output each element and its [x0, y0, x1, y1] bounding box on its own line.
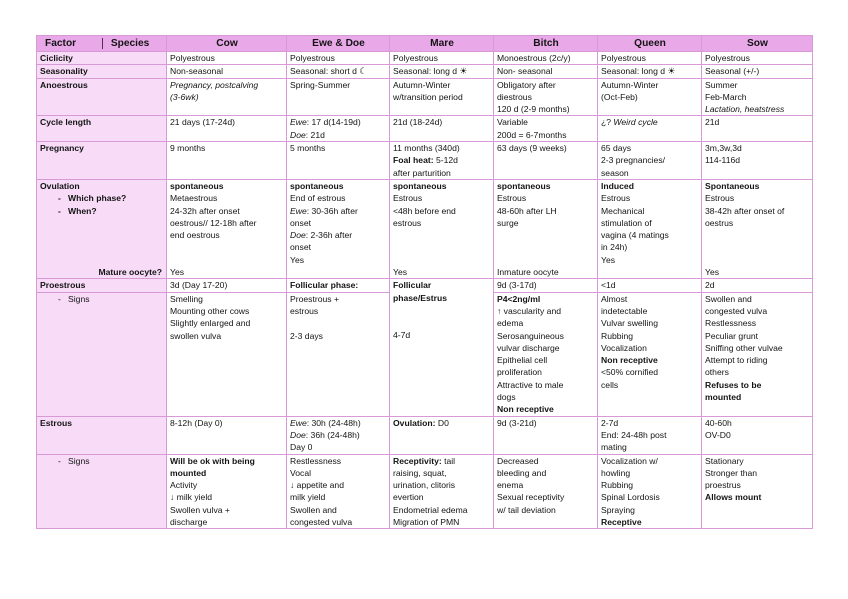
moon-icon: ☾ [359, 66, 368, 77]
cell-line: mounted [170, 467, 207, 478]
cell [390, 454, 494, 529]
cell-line: 48-60h after LH [497, 205, 557, 216]
doe-label: Doe [290, 129, 306, 140]
cell-line: oestrus [705, 217, 734, 228]
cell-line: after parturition [393, 167, 451, 178]
cell-line: Stationary [705, 455, 744, 466]
cell-line: Variable [497, 117, 528, 128]
cell-line: Lactation, heatstress [705, 104, 785, 115]
cell [287, 179, 390, 278]
cell [390, 78, 494, 116]
cell-line: w/transition period [393, 91, 463, 102]
doe-label: Doe [290, 230, 306, 241]
cell-line: 2-3 pregnancies/ [601, 155, 666, 166]
cell-line: 2-7d [601, 417, 619, 428]
sun-icon: ☀ [667, 66, 676, 77]
cell-line: Decreased [497, 455, 539, 466]
cell-line: 24-32h after onset [170, 205, 240, 216]
cell: Monoestrous (2c/y) [494, 52, 598, 65]
cell [287, 454, 390, 529]
cell-line: Almost [601, 293, 628, 304]
cell-line: edema [497, 318, 524, 329]
cell-line: Restlessness [705, 318, 757, 329]
cell-line: others [705, 367, 729, 378]
cell-line: swollen vulva [170, 330, 222, 341]
row-anoestrous [37, 78, 813, 116]
comparison-table-sheet [36, 35, 813, 529]
cell-line: Endometrial edema [393, 504, 468, 515]
cell-line: 114-116d [705, 155, 741, 166]
cell [702, 454, 813, 529]
cell-line: Yes [393, 267, 408, 278]
cell-line: Migration of PMN [393, 516, 460, 527]
cell-line [290, 417, 387, 429]
cell-line: Sniffing other vulvae [705, 342, 783, 353]
cell [598, 454, 702, 529]
cell-line: Autumn-Winter [393, 79, 451, 90]
cell [494, 454, 598, 529]
cell-line: Swollen and [290, 504, 337, 515]
cell [390, 65, 494, 78]
cell-line: ↑ vascularity and [497, 305, 562, 316]
ewe-doe-header: Ewe & Doe [287, 36, 390, 52]
cell-line: OV-D0 [705, 429, 731, 440]
signs-label: - Signs [58, 455, 90, 466]
cell [702, 416, 813, 454]
cell-text: ¿? [601, 117, 612, 128]
cell-line: Restlessness [290, 455, 342, 466]
cell-line: bleeding and [497, 467, 547, 478]
cell: 9d (3-17d) [494, 279, 598, 292]
cell: 9 months [167, 142, 287, 180]
cell-line [393, 455, 491, 467]
cell-line: cells [601, 379, 619, 390]
row-estrous-signs [37, 454, 813, 529]
cell: Seasonal (+/-) [702, 65, 813, 78]
cell-line: indetectable [601, 305, 648, 316]
cell: 3d (Day 17-20) [167, 279, 287, 292]
cell-line: Mounting other cows [170, 305, 250, 316]
cell-line: onset [290, 217, 312, 228]
doe-value: : 21d [305, 129, 325, 140]
cell-line: Will be ok with being [170, 455, 255, 466]
cell-line: Pregnancy, postcalving [170, 79, 259, 90]
cell: 8-12h (Day 0) [167, 416, 287, 454]
cell-line: congested vulva [705, 305, 768, 316]
cell-line: 40-60h [705, 417, 732, 428]
cell-line: onset [290, 242, 312, 253]
cell-line: Swollen vulva + [170, 504, 230, 515]
cell-line [290, 116, 387, 128]
cell-line: diestrous [497, 91, 532, 102]
cell-line: 120 d (2-9 months) [497, 104, 570, 115]
sun-icon: ☀ [459, 66, 468, 77]
cell [598, 65, 702, 78]
cell-line: Activity [170, 480, 198, 491]
cell [598, 416, 702, 454]
cell-line: ↓ appetite and [290, 480, 344, 491]
cell: Polyestrous [702, 52, 813, 65]
cell [390, 142, 494, 180]
cell-line: Induced [601, 180, 634, 191]
cell [390, 179, 494, 278]
cell-line: End: 24-48h post [601, 429, 667, 440]
cell-line: 11 months (340d) [393, 143, 460, 154]
cell-line: raising, squat, [393, 467, 447, 478]
cell-line: end oestrous [170, 230, 220, 241]
cell-line: Proestrous + [290, 293, 339, 304]
cell-line: evertion [393, 492, 424, 503]
cell-line [393, 154, 491, 166]
cell [702, 179, 813, 278]
cell-line: P4<2ng/ml [497, 293, 541, 304]
bitch-header: Bitch [494, 36, 598, 52]
cell-line: Estrous [497, 193, 527, 204]
cell-line: Slightly enlarged and [170, 318, 251, 329]
ovulation-label: Ovulation [40, 180, 80, 191]
cell-line: Feb-March [705, 91, 747, 102]
cell [167, 78, 287, 116]
row-label: Estrous [37, 416, 167, 454]
cell: Polyestrous [167, 52, 287, 65]
cow-header: Cow [167, 36, 287, 52]
cell-line: dogs [497, 392, 516, 403]
cell-line: Day 0 [290, 442, 313, 453]
cell-line: Refuses to be [705, 379, 762, 390]
cell: Follicular phase: [287, 279, 390, 292]
factor-species-header [37, 36, 167, 52]
row-label: Anoestrous [37, 78, 167, 116]
cell: 5 months [287, 142, 390, 180]
row-proestrous [37, 279, 813, 292]
cell [287, 292, 390, 416]
cell-line: Vocalization w/ [601, 455, 658, 466]
cell-line: Rubbing [601, 480, 634, 491]
cell [598, 142, 702, 180]
cell-line: 2-3 days [290, 330, 323, 341]
ewe-value: : 17 d(14-19d) [306, 117, 361, 128]
cell-line: Non receptive [497, 404, 554, 415]
cell-line: 65 days [601, 143, 632, 154]
doe-value: : 36h (24-48h) [305, 429, 360, 440]
ewe-label: Ewe [290, 205, 307, 216]
cell [702, 292, 813, 416]
cell-line [290, 205, 387, 217]
cell-line: urination, clitoris [393, 480, 456, 491]
cell [598, 292, 702, 416]
cell-line: Autumn-Winter [601, 79, 659, 90]
cell: Polyestrous [390, 52, 494, 65]
cell [390, 279, 494, 416]
cell [598, 78, 702, 116]
row-ciclicity [37, 52, 813, 65]
row-label: Cycle length [37, 116, 167, 142]
cell-line: Vocalization [601, 342, 647, 353]
cell-line: Inmature oocyte [497, 267, 559, 278]
row-label: Ciclicity [37, 52, 167, 65]
cell-line: Yes [601, 254, 616, 265]
cell [167, 454, 287, 529]
cell-line: estrous [290, 305, 319, 316]
cell-line: oestrous// 12-18h after [170, 217, 257, 228]
cell-line: Yes [290, 254, 305, 265]
cell [494, 116, 598, 142]
cell [167, 292, 287, 416]
cell: Polyestrous [287, 52, 390, 65]
row-label [37, 179, 167, 278]
cell-line: Spontaneous [705, 180, 760, 191]
cell-line: spontaneous [170, 180, 224, 191]
cell: <1d [598, 279, 702, 292]
cell-line: Receptive [601, 516, 642, 527]
ewe-label: Ewe [290, 117, 307, 128]
cell-line: w/ tail deviation [497, 504, 556, 515]
receptivity-value: tail [441, 455, 456, 466]
mature-oocyte-label: Mature oocyte? [98, 267, 162, 278]
cell-text: Seasonal: long d [393, 66, 458, 77]
row-cycle-length [37, 116, 813, 142]
cell-line: Stronger than [705, 467, 758, 478]
cell-line: Obligatory after [497, 79, 556, 90]
cell-line: phase/Estrus [393, 292, 447, 303]
mare-header: Mare [390, 36, 494, 52]
row-label [37, 454, 167, 529]
cell-line: proliferation [497, 367, 542, 378]
sow-header: Sow [702, 36, 813, 52]
cell-line: Mechanical [601, 205, 645, 216]
queen-header: Queen [598, 36, 702, 52]
row-label [37, 292, 167, 416]
cell-line: howling [601, 467, 631, 478]
cell-line: discharge [170, 516, 208, 527]
cell-line: Vocal [290, 467, 312, 478]
cell-line: surge [497, 217, 519, 228]
cell-line: 200d = 6-7months [497, 129, 567, 140]
cell-line: 4-7d [393, 329, 411, 340]
cell: Polyestrous [598, 52, 702, 65]
cell [702, 142, 813, 180]
ewe-value: : 30h (24-48h) [306, 417, 361, 428]
cell-line: 3m,3w,3d [705, 143, 742, 154]
row-ovulation [37, 179, 813, 278]
cell-line: enema [497, 480, 524, 491]
cell [598, 179, 702, 278]
cell-line: Spinal Lordosis [601, 492, 660, 503]
foal-heat-label: Foal heat: [393, 155, 434, 166]
row-estrous [37, 416, 813, 454]
cell [494, 78, 598, 116]
row-label: Seasonality [37, 65, 167, 78]
cell: 2d [702, 279, 813, 292]
cell: 21d [702, 116, 813, 142]
cell-line: <50% cornified [601, 367, 659, 378]
factor-header: Factor [45, 38, 77, 49]
cell-line: Estrous [393, 193, 423, 204]
cell-line: milk yield [290, 492, 326, 503]
cell-line: estrous [393, 217, 422, 228]
cell-line: <48h before end [393, 205, 456, 216]
cell-line: stimulation of [601, 217, 652, 228]
cell [702, 78, 813, 116]
cell: Non-seasonal [167, 65, 287, 78]
when-label: - When? [58, 205, 97, 216]
cell-line: Serosanguineous [497, 330, 564, 341]
cell-line: vulvar discharge [497, 342, 560, 353]
row-pregnancy [37, 142, 813, 180]
cell-line: congested vulva [290, 516, 353, 527]
which-phase-label: - Which phase? [58, 193, 127, 204]
cell [287, 416, 390, 454]
cell: Spring-Summer [287, 78, 390, 116]
cell-line: Follicular [393, 280, 432, 291]
cell-line [290, 129, 387, 141]
cell-line: mounted [705, 392, 742, 403]
ewe-label: Ewe [290, 417, 307, 428]
cell-line: (3-6wk) [170, 91, 199, 102]
cell-line: Smelling [170, 293, 203, 304]
cell-line: Summer [705, 79, 738, 90]
cell-line: Yes [170, 267, 185, 278]
which-phase-text: Which phase? [68, 193, 127, 204]
cell-line: Non receptive [601, 355, 658, 366]
foal-heat-value: 5-12d [433, 155, 458, 166]
ovulation-value: D0 [435, 417, 449, 428]
cell: 63 days (9 weeks) [494, 142, 598, 180]
row-label: Proestrous [37, 279, 167, 292]
cell-line: spontaneous [290, 180, 344, 191]
doe-label: Doe [290, 429, 306, 440]
cell-line: Metaestrous [170, 193, 218, 204]
cell [494, 292, 598, 416]
row-seasonality [37, 65, 813, 78]
cell-line: Spraying [601, 504, 635, 515]
cell-line: (Oct-Feb) [601, 91, 638, 102]
cell-line: Estrous [705, 193, 735, 204]
cell-line: in 24h) [601, 242, 628, 253]
cell [494, 179, 598, 278]
doe-when: : 2-36h after [305, 230, 353, 241]
cell-line: mating [601, 442, 627, 453]
cell-line: spontaneous [497, 180, 551, 191]
row-label: Pregnancy [37, 142, 167, 180]
reproductive-cycle-table [36, 35, 813, 529]
receptivity-label: Receptivity: [393, 455, 442, 466]
cell: 9d (3-21d) [494, 416, 598, 454]
ovulation-label: Ovulation: [393, 417, 436, 428]
cell-text: Seasonal: long d [601, 66, 666, 77]
cell-line: season [601, 167, 629, 178]
cell [287, 65, 390, 78]
cell-line: Vulvar swelling [601, 318, 658, 329]
cell-line: Attractive to male [497, 379, 564, 390]
cell: Non- seasonal [494, 65, 598, 78]
cell: 21d (18-24d) [390, 116, 494, 142]
when-text: When? [68, 205, 97, 216]
cell-line: Allows mount [705, 492, 762, 503]
header-row [37, 36, 813, 52]
cell [390, 416, 494, 454]
cell [598, 116, 702, 142]
cell-line: Estrous [601, 193, 631, 204]
cell-line: Rubbing [601, 330, 634, 341]
ewe-when: : 30-36h after [306, 205, 358, 216]
cell-line [290, 229, 387, 241]
signs-text: Signs [68, 293, 90, 304]
cell-line: Sexual receptivity [497, 492, 565, 503]
cell-text: Weird cycle [613, 117, 658, 128]
cell [167, 179, 287, 278]
species-header: Species [102, 38, 150, 49]
cell: 21 days (17-24d) [167, 116, 287, 142]
cell [287, 116, 390, 142]
cell-line: Swollen and [705, 293, 752, 304]
cell-line: Epithelial cell [497, 355, 548, 366]
cell-line: Peculiar grunt [705, 330, 759, 341]
cell-text: Seasonal: short d [290, 66, 357, 77]
cell-line: vagina (4 matings [601, 230, 669, 241]
cell-line: End of estrous [290, 193, 346, 204]
cell-line: spontaneous [393, 180, 447, 191]
cell-line: 38-42h after onset of [705, 205, 785, 216]
signs-label: - Signs [58, 293, 90, 304]
cell-line: Yes [705, 267, 720, 278]
cell-line: Attempt to riding [705, 355, 768, 366]
cell-line: proestrus [705, 480, 741, 491]
cell-line: ↓ milk yield [170, 492, 213, 503]
signs-text: Signs [68, 455, 90, 466]
cell-line [290, 429, 387, 441]
